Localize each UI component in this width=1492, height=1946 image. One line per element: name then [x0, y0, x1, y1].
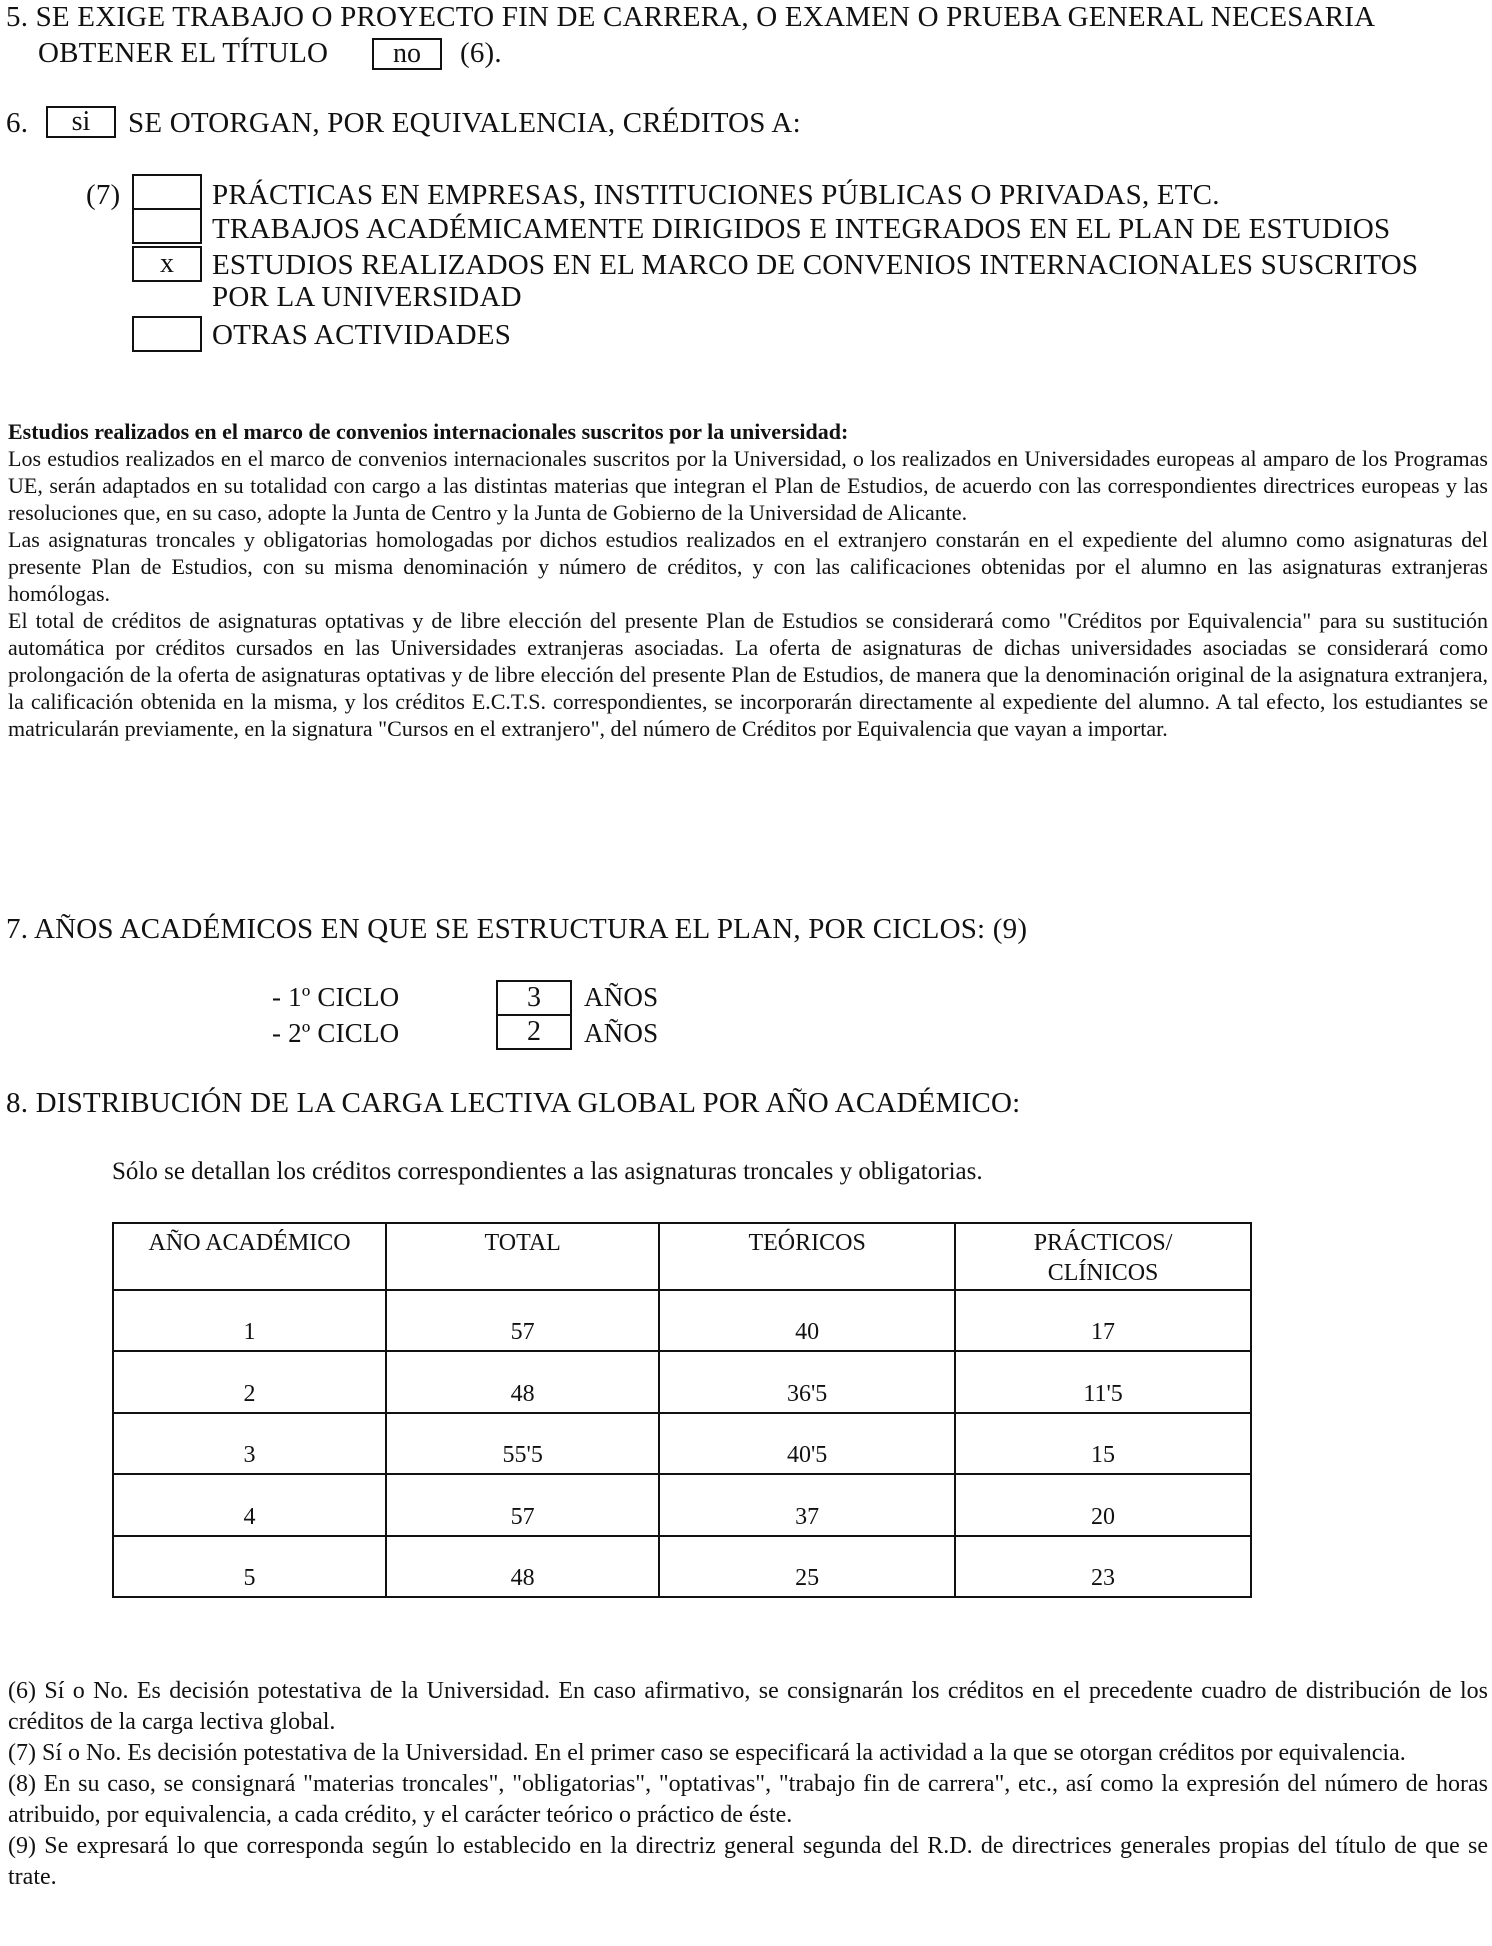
- cell-total: 57: [386, 1290, 659, 1351]
- header-teoricos: TEÓRICOS: [659, 1223, 955, 1290]
- section8-note: Sólo se detallan los créditos correspondientes a las asignaturas troncales y obligatorias.: [112, 1158, 983, 1185]
- cell-year: 5: [113, 1536, 386, 1597]
- convenios-paragraph-1: Los estudios realizados en el marco de convenios internacionales suscritos por la Universidad, o los realizados en Universidades europeas al amparo de los Programas UE, serán adaptados en su totalidad con cargo a las distintas materias que integran el Plan de Estudios, de acuerdo con las correspondientes directrices europeas y las resoluciones que, en su caso, adopte la Junta de Centro y la Junta de Gobierno de la Universidad de Alicante.: [8, 446, 1488, 525]
- cell-year: 2: [113, 1351, 386, 1412]
- section5-ref: (6).: [460, 37, 502, 69]
- option-checkbox-otras: [132, 316, 202, 352]
- ciclo2-unit: AÑOS: [584, 1018, 659, 1048]
- option-checkbox-convenios: x: [132, 246, 202, 282]
- cell-teoricos: 40'5: [659, 1413, 955, 1474]
- cell-practicos: 11'5: [955, 1351, 1251, 1412]
- option-label-convenios: ESTUDIOS REALIZADOS EN EL MARCO DE CONVENIOS INTERNACIONALES SUSCRITOS: [212, 249, 1419, 281]
- cell-teoricos: 40: [659, 1290, 955, 1351]
- footnotes: [8, 1676, 1488, 1893]
- section6-text: SE OTORGAN, POR EQUIVALENCIA, CRÉDITOS A:: [128, 107, 801, 139]
- header-ano: AÑO ACADÉMICO: [113, 1223, 386, 1290]
- section8-heading: 8. DISTRIBUCIÓN DE LA CARGA LECTIVA GLOBAL POR AÑO ACADÉMICO:: [6, 1087, 1021, 1119]
- section6-number: 6.: [6, 107, 29, 139]
- header-practicos-line2: CLÍNICOS: [1047, 1260, 1159, 1286]
- convenios-paragraph-2: Las asignaturas troncales y obligatorias homologadas por dichos estudios realizados en el extranjero constarán en el expediente del alumno como asignaturas del presente Plan de Estudios, con su misma denominación y número de créditos, y con las calificaciones obtenidas por el alumno en las asignaturas extranjeras homólogas.: [8, 527, 1488, 606]
- cell-practicos: 15: [955, 1413, 1251, 1474]
- ciclo1-label: - 1º CICLO: [272, 982, 400, 1012]
- cell-total: 57: [386, 1474, 659, 1535]
- footnote-7: (7) Sí o No. Es decisión potestativa de la Universidad. En el primer caso se especificará la actividad a la que se otorgan créditos por equivalencia.: [8, 1740, 1406, 1766]
- footnote-6: (6) Sí o No. Es decisión potestativa de la Universidad. En caso afirmativo, se consignarán los créditos en el precedente cuadro de distribución de los créditos de la carga lectiva global.: [8, 1678, 1488, 1735]
- header-practicos-line1: PRÁCTICOS/: [1033, 1230, 1173, 1256]
- section7-heading: 7. AÑOS ACADÉMICOS EN QUE SE ESTRUCTURA EL PLAN, POR CICLOS: (9): [6, 913, 1028, 945]
- table-row: [113, 1536, 1251, 1597]
- option-label-convenios-cont: POR LA UNIVERSIDAD: [212, 281, 522, 313]
- cell-practicos: 23: [955, 1536, 1251, 1597]
- carga-lectiva-table: [112, 1222, 1252, 1598]
- cell-teoricos: 37: [659, 1474, 955, 1535]
- cell-teoricos: 36'5: [659, 1351, 955, 1412]
- option-checkbox-practicas: [132, 174, 202, 210]
- section6-ref: (7): [86, 179, 121, 211]
- section6-answer-box: si: [46, 106, 116, 138]
- cell-total: 48: [386, 1351, 659, 1412]
- ciclo1-unit: AÑOS: [584, 982, 659, 1012]
- ciclo1-value-box: 3: [496, 980, 572, 1016]
- table-row: [113, 1413, 1251, 1474]
- ciclo2-label: - 2º CICLO: [272, 1018, 400, 1048]
- cell-practicos: 17: [955, 1290, 1251, 1351]
- convenios-paragraph-3: El total de créditos de asignaturas optativas y de libre elección del presente Plan de Estudios se considerará como "Créditos por Equivalencia" para su sustitución automática por créditos cursados en las Universidades extranjeras asociadas. La oferta de asignaturas de dichas universidades asociadas se considerará como prolongación de la oferta de asignaturas optativas y de libre elección del presente Plan de Estudios, de manera que la denominación original de la asignatura extranjera, la calificación obtenida en la misma, y los créditos E.C.T.S. correspondientes, se incorporarán directamente al expediente del alumno. A tal efecto, los estudiantes se matricularán previamente, en la signatura "Cursos en el extranjero", del número de Créditos por Equivalencia que vayan a importar.: [8, 608, 1488, 741]
- cell-year: 1: [113, 1290, 386, 1351]
- table-row: [113, 1474, 1251, 1535]
- cell-year: 4: [113, 1474, 386, 1535]
- cell-teoricos: 25: [659, 1536, 955, 1597]
- cell-practicos: 20: [955, 1474, 1251, 1535]
- table-row: [113, 1351, 1251, 1412]
- cell-total: 48: [386, 1536, 659, 1597]
- section5-answer-box: no: [372, 38, 442, 70]
- convenios-title: Estudios realizados en el marco de convenios internacionales suscritos por la universidad:: [8, 419, 849, 444]
- table-row: [113, 1290, 1251, 1351]
- header-practicos: [955, 1223, 1251, 1290]
- ciclo2-value-box: 2: [496, 1014, 572, 1050]
- option-label-practicas: PRÁCTICAS EN EMPRESAS, INSTITUCIONES PÚBLICAS O PRIVADAS, ETC.: [212, 179, 1220, 211]
- cell-year: 3: [113, 1413, 386, 1474]
- table-header-row: [113, 1223, 1251, 1290]
- option-label-otras: OTRAS ACTIVIDADES: [212, 319, 512, 351]
- section5-line2-label: OBTENER EL TÍTULO: [38, 37, 329, 69]
- convenios-block: [8, 418, 1488, 742]
- option-label-trabajos: TRABAJOS ACADÉMICAMENTE DIRIGIDOS E INTEGRADOS EN EL PLAN DE ESTUDIOS: [212, 213, 1391, 245]
- cell-total: 55'5: [386, 1413, 659, 1474]
- footnote-8: (8) En su caso, se consignará "materias troncales", "obligatorias", "optativas", "trabajo fin de carrera", etc., así como la expresión del número de horas atribuido, por equivalencia, a cada crédito, y el carácter teórico o práctico de éste.: [8, 1771, 1488, 1828]
- header-total: TOTAL: [386, 1223, 659, 1290]
- section5-line1: 5. SE EXIGE TRABAJO O PROYECTO FIN DE CARRERA, O EXAMEN O PRUEBA GENERAL NECESARIA: [6, 1, 1376, 33]
- footnote-9: (9) Se expresará lo que corresponda según lo establecido en la directriz general segunda del R.D. de directrices generales propias del título de que se trate.: [8, 1833, 1488, 1890]
- option-checkbox-trabajos: [132, 208, 202, 244]
